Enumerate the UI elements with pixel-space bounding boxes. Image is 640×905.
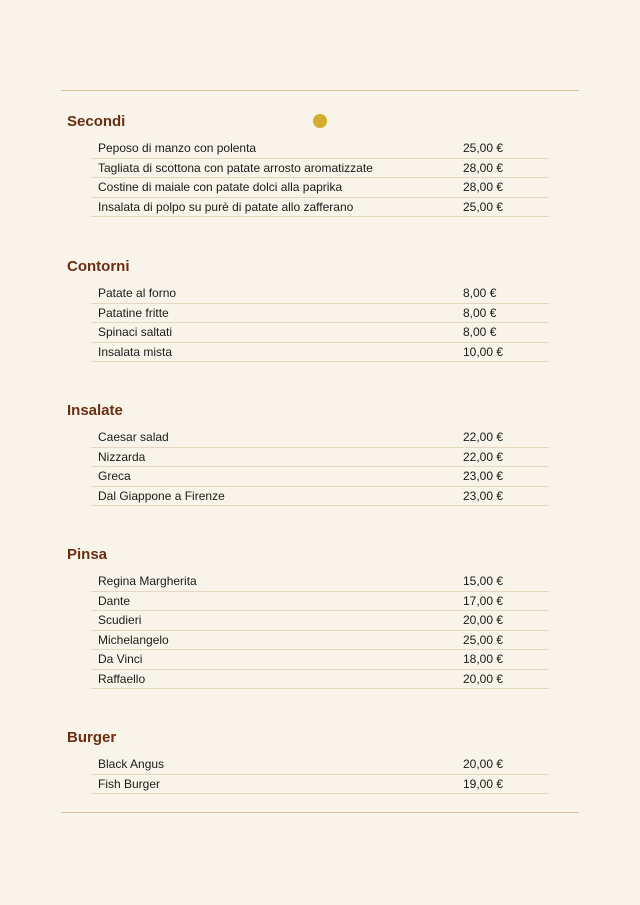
section-title: Secondi [67, 113, 126, 130]
item-name: Michelangelo [98, 632, 169, 647]
item-price: 22,00 € [463, 430, 504, 444]
menu-item [91, 304, 549, 324]
section-title: Pinsa [67, 546, 108, 563]
menu-list [91, 428, 549, 506]
item-name: Black Angus [98, 757, 165, 771]
menu-item [91, 631, 549, 651]
item-price: 10,00 € [463, 344, 504, 359]
item-price: 25,00 € [463, 141, 504, 155]
item-price: 19,00 € [463, 776, 504, 791]
item-price: 28,00 € [463, 160, 504, 175]
item-name: Da Vinci [98, 652, 143, 666]
item-price: 20,00 € [463, 613, 504, 627]
menu-item [91, 448, 549, 468]
bottom-divider [61, 812, 579, 813]
menu-item [91, 198, 549, 218]
menu-item [91, 467, 549, 487]
item-price: 25,00 € [463, 199, 504, 214]
item-price: 25,00 € [463, 632, 504, 647]
item-price: 23,00 € [463, 488, 504, 503]
item-price: 28,00 € [463, 180, 504, 194]
top-divider [61, 90, 579, 91]
menu-item [91, 572, 549, 592]
item-name: Nizzarda [98, 449, 146, 464]
menu-item [91, 139, 549, 159]
item-price: 17,00 € [463, 593, 504, 608]
menu-item [91, 592, 549, 612]
item-price: 23,00 € [463, 469, 504, 483]
section-title: Insalate [67, 402, 123, 419]
menu-item [91, 159, 549, 179]
item-price: 20,00 € [463, 671, 504, 686]
section-title: Burger [67, 729, 117, 746]
item-name: Peposo di manzo con polenta [98, 141, 257, 155]
menu-item [91, 611, 549, 631]
item-name: Insalata mista [98, 344, 173, 359]
menu-list [91, 755, 549, 794]
item-price: 8,00 € [463, 325, 497, 339]
item-name: Insalata di polpo su purè di patate allo zafferano [98, 199, 354, 214]
menu-list [91, 284, 549, 362]
item-price: 20,00 € [463, 757, 504, 771]
item-name: Fish Burger [98, 776, 161, 791]
item-name: Raffaello [98, 671, 146, 686]
menu-item [91, 428, 549, 448]
item-price: 8,00 € [463, 286, 497, 300]
menu-item [91, 670, 549, 690]
item-name: Caesar salad [98, 430, 169, 444]
item-name: Greca [98, 469, 131, 483]
menu-item [91, 323, 549, 343]
item-name: Spinaci saltati [98, 325, 173, 339]
menu-item [91, 487, 549, 507]
item-name: Dante [98, 593, 131, 608]
item-price: 18,00 € [463, 652, 504, 666]
item-price: 15,00 € [463, 574, 504, 588]
menu-list [91, 139, 549, 217]
section-title: Contorni [67, 258, 130, 275]
menu-item [91, 650, 549, 670]
item-name: Patatine fritte [98, 305, 169, 320]
item-name: Tagliata di scottona con patate arrosto aromatizzate [98, 160, 373, 175]
menu-list [91, 572, 549, 689]
menu-item [91, 284, 549, 304]
item-name: Patate al forno [98, 286, 177, 300]
item-name: Regina Margherita [98, 574, 197, 588]
item-name: Dal Giappone a Firenze [98, 488, 225, 503]
menu-item [91, 178, 549, 198]
item-name: Costine di maiale con patate dolci alla paprika [98, 180, 343, 194]
accent-dot-icon [313, 114, 327, 128]
item-price: 22,00 € [463, 449, 504, 464]
menu-item [91, 343, 549, 363]
menu-item [91, 775, 549, 795]
item-name: Scudieri [98, 613, 142, 627]
item-price: 8,00 € [463, 305, 497, 320]
menu-item [91, 755, 549, 775]
